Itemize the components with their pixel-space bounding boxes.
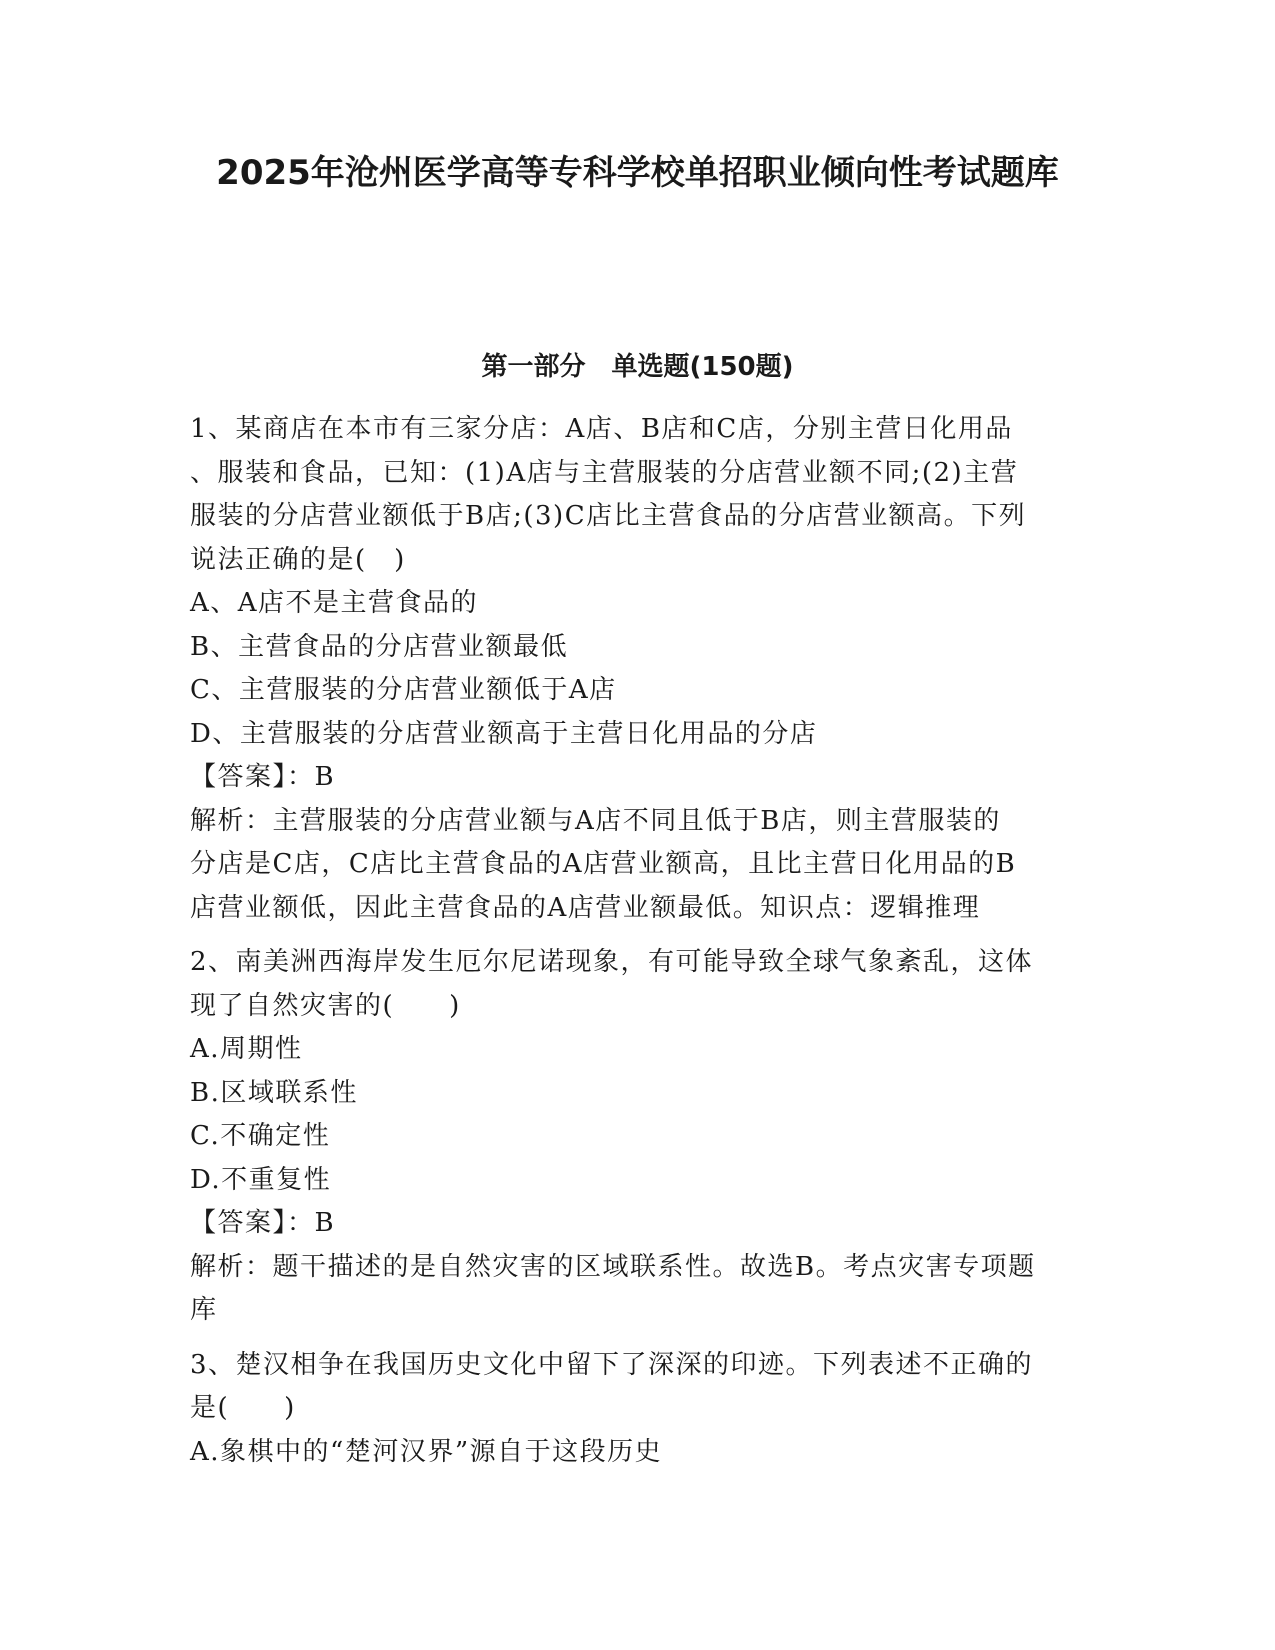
question-stem-line: 3、楚汉相争在我国历史文化中留下了深深的印迹。下列表述不正确的 xyxy=(190,1349,1034,1380)
option-b: B.区域联系性 xyxy=(190,1077,358,1108)
answer-line: 【答案】：B xyxy=(190,1208,336,1238)
analysis-line: 解析：题干描述的是自然灾害的区域联系性。故选B。考点灾害专项题 xyxy=(190,1251,1036,1282)
option-b: B、主营食品的分店营业额最低 xyxy=(190,631,569,662)
analysis-line: 分店是C店，C店比主营食品的A店营业额高，且比主营日化用品的B xyxy=(190,849,1017,879)
section-heading: 第一部分 单选题(150题) xyxy=(481,352,794,382)
analysis-line: 解析：主营服装的分店营业额与A店不同且低于B店，则主营服装的 xyxy=(190,805,1001,836)
question-item xyxy=(190,408,1085,930)
question-stem-line: 1、某商店在本市有三家分店：A店、B店和C店，分别主营日化用品 xyxy=(190,414,1013,444)
analysis-line: 店营业额低，因此主营食品的A店营业额最低。知识点：逻辑推理 xyxy=(190,892,981,923)
question-list xyxy=(190,408,1085,1485)
option-c: C、主营服装的分店营业额低于A店 xyxy=(190,675,617,705)
question-stem-line: 是( ) xyxy=(190,1393,296,1423)
document-title: 2025年沧州医学高等专科学校单招职业倾向性考试题库 xyxy=(216,153,1059,193)
question-stem-line: 、服装和食品，已知：(1)A店与主营服装的分店营业额不同;(2)主营 xyxy=(190,457,1019,488)
question-item xyxy=(190,1344,1085,1475)
answer-line: 【答案】：B xyxy=(190,762,336,792)
analysis-line: 库 xyxy=(190,1295,218,1325)
question-stem-line: 现了自然灾害的( ) xyxy=(190,990,461,1021)
question-stem-line: 服装的分店营业额低于B店;(3)C店比主营食品的分店营业额高。下列 xyxy=(190,501,1027,531)
question-stem-line: 说法正确的是( ) xyxy=(190,544,406,575)
question-stem-line: 2、南美洲西海岸发生厄尔尼诺现象，有可能导致全球气象紊乱，这体 xyxy=(190,947,1034,977)
option-a: A.周期性 xyxy=(190,1034,303,1064)
option-d: D、主营服装的分店营业额高于主营日化用品的分店 xyxy=(190,718,818,749)
option-a: A、A店不是主营食品的 xyxy=(190,588,479,618)
option-c: C.不确定性 xyxy=(190,1121,331,1151)
option-a: A.象棋中的“楚河汉界”源自于这段历史 xyxy=(190,1436,663,1467)
option-d: D.不重复性 xyxy=(190,1164,332,1195)
question-item xyxy=(190,941,1085,1333)
